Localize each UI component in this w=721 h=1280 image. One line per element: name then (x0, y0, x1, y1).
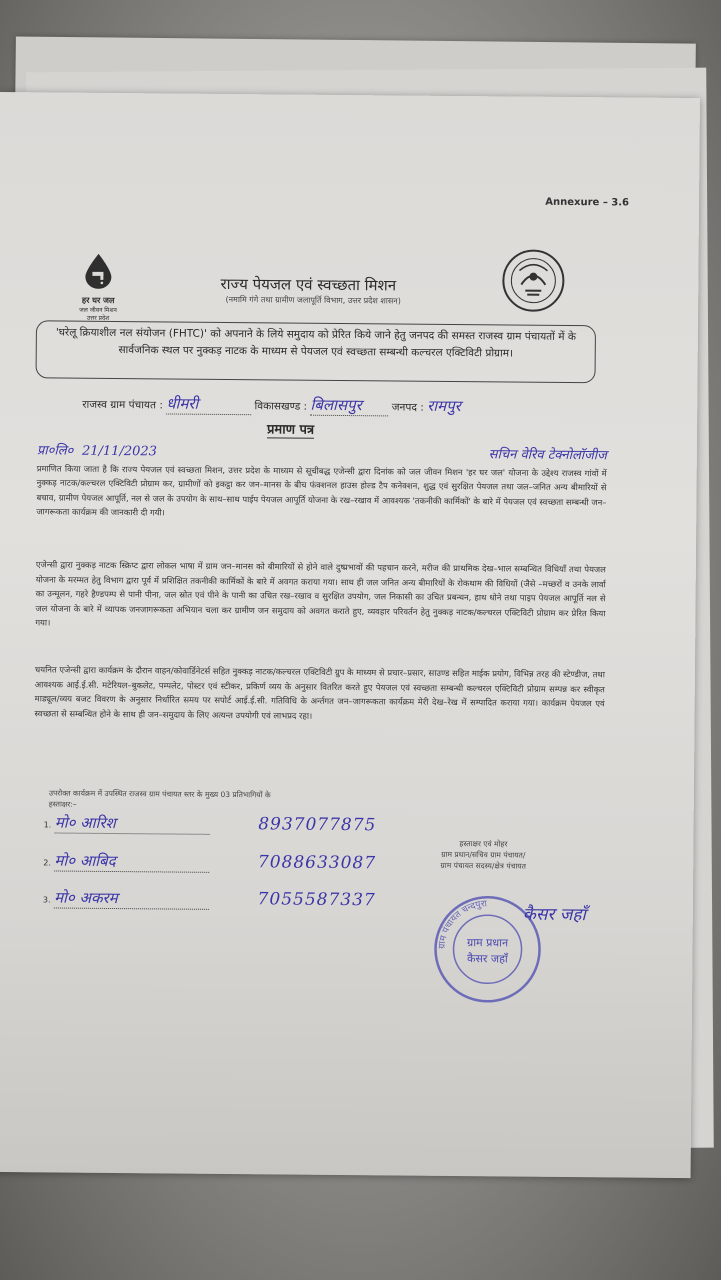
gram-panchayat-label: राजस्व ग्राम पंचायत : (82, 398, 163, 412)
pradhan-signature: कैसर जहाँ (522, 904, 586, 926)
participant-signature-line (54, 851, 209, 873)
participant-number: 1. (43, 820, 52, 830)
stamp-outer-text: ग्राम पंचायत चन्दपुरा (437, 899, 488, 950)
participant-signature-line (54, 888, 209, 910)
paragraph-1-text: प्रमाणित किया जाता है कि राज्य पेयजल एवं स्वच्छता मिशन, उत्तर प्रदेश के माध्यम से सूचीबद्ध एजेन्सी द्वारा दिनांक को जल जीवन मिशन 'हर घर जल' योजना के उद्देश्य राजस्व गांवों में नुक्कड़ नाटक/कल्चरल एक्टिविटी प्रोग्राम कर, ग्रामीणों को इकट्ठा कर जन–मानस के बीच फंक्शनल हाउस होल्ड टैप कनेक्शन, शुद्ध एवं सुरक्षित पेयजल तथा जल–जनित अन्य बीमारियों से बचाव, ग्रामीण पेयजल आपूर्ति, नल से जल के उपयोग के साथ–साथ पाईप पेयजल आपूर्ति योजना के रख–रखाव में आवश्यक 'तकनीकी कार्मिकों' के बारे में पेयजल एवं स्वच्छता सम्बन्धी जन–जागरूकता कार्यक्रम की जानकारी दी गयी। (36, 462, 607, 518)
janpad-label: जनपद : (391, 401, 424, 414)
participant-number: 2. (43, 858, 51, 868)
handwritten-date: 21/11/2023 (81, 443, 158, 460)
har-ghar-jal-logo (63, 253, 134, 323)
participant-name: मो० अकरम (54, 888, 118, 908)
mission-title: राज्य पेयजल एवं स्वच्छता मिशन (220, 274, 397, 295)
participant-phone: 8937077875 (258, 814, 377, 836)
mission-subtitle: (नमामि गंगे तथा ग्रामीण जलापूर्ति विभाग, उत्तर प्रदेश शासन) (225, 294, 401, 306)
participant-name: मो० आबिद (54, 851, 116, 871)
signature-intro-line1: उपरोक्त कार्यक्रम में उपस्थित राजस्व ग्राम पंचायत स्तर के मुख्य 03 प्रतिभागियों के (48, 788, 271, 800)
agency-line (37, 444, 607, 463)
participant-row (44, 812, 504, 837)
vikas-value: बिलासपुर (310, 395, 362, 415)
sign-label-2: ग्राम प्रधान/सचिव ग्राम पंचायत/ (441, 849, 526, 860)
certificate-page (0, 92, 700, 1178)
certificate-title-text: प्रमाण पत्र (266, 422, 315, 438)
paragraph-1 (36, 444, 607, 523)
sign-label-3: ग्राम पंचायत सदस्य/क्षेत्र पंचायत (440, 860, 526, 871)
up-state-emblem-icon (501, 248, 566, 313)
vikas-blank (310, 395, 388, 417)
participant-phone: 7055587337 (257, 889, 376, 911)
stamp-line1: ग्राम प्रधान (466, 936, 509, 950)
annexure-label: Annexure – 3.6 (545, 196, 630, 209)
logo-line3: उत्तर प्रदेश (86, 314, 110, 322)
agency-suffix: प्रा०लि० (36, 443, 74, 459)
paragraph-2-text: एजेन्सी द्वारा नुक्कड़ नाटक स्क्रिप्ट द्वारा लोकल भाषा में ग्राम जन–मानस को बीमारियों से होने वाले दुष्प्रभावों की पहचान करने, मरीज की प्राथमिक देख–भाल सम्बन्धित विधियाँ तथा पेयजल योजना के मरम्मत हेतु विभाग द्वारा पूर्व में प्रशिक्षित तकनीकी कार्मिकों के बारे में अवगत कराया गया। साथ ही जल जनित अन्य बीमारियों के रोकथाम की विधियों (जैसे –मच्छरों व उनके लार्वा का उन्मूलन, गहरे हैण्डपम्प से पानी पीना, जल स्रोत एवं पीने के पानी का उचित रख–रखाव व सुरक्षित उपयोग, जल निकासी का उचित प्रबन्धन, हाथ धोने तथा पाइप पेयजल आपूर्ति नल से जल योजना के बारे में व्यापक जनजागरूकता अभियान चला कर ग्रामीण जन समुदाय को अवगत कराते हुए, व्यवहार परिवर्तन हेतु नुक्कड़ नाटक/कल्चरल एक्टिविटी प्रोग्राम कर प्रेरित किया गया। (35, 559, 606, 628)
participant-signature-line (55, 813, 210, 835)
paragraph-3 (35, 662, 605, 725)
certificate-title (267, 419, 314, 437)
location-fields (82, 393, 642, 419)
paragraph-2 (35, 557, 606, 634)
water-drop-tap-icon (83, 253, 113, 289)
vikas-label: विकासखण्ड : (254, 400, 308, 413)
signature-authority-label (413, 838, 553, 872)
participant-name: मो० आरिश (54, 813, 116, 833)
signature-intro (49, 787, 369, 812)
participant-phone: 7088633087 (257, 852, 377, 874)
paragraph-3-text: चयनित एजेन्सी द्वारा कार्यक्रम के दौरान वाहन/कोवार्डिनेटर्स सहित नुक्कड़ नाटक/कल्चरल एक्टिविटी ग्रुप के माध्यम से प्रचार–प्रसार, साउण्ड सहित माईक प्रयोग, विभिन्न तरह की स्टेण्डीज, तथा आवश्यक आई.ई.सी. मटेरियल–बुकलेट, पम्पलेट, पोस्टर एवं स्टीकर, प्रकिर्ण व्यय के अनुसार वितरित करते हुए पेयजल एवं स्वच्छता सम्बन्धी कल्चरल एक्टिविटी प्रोग्राम सम्पन्न कर स्वीकृत माड्यूल/व्यय बजट विवरण के अनुसार निर्धारित समय पर सपोर्ट आई.ई.सी. गतिविधि के अर्न्तगत जन–जागरूकता कार्यक्रम मेरी देख–रेख में सम्पादित कराया गया। कार्यक्रम पेयजल एवं स्वच्छता से सम्बन्धित होने के साथ ही जन–समुदाय के लिए अत्यन्त उपयोगी एवं लाभप्रद रहा। (34, 664, 605, 721)
logo-line1: हर घर जल (81, 295, 115, 306)
participant-number: 3. (42, 895, 51, 905)
signature-intro-line2: हस्ताक्षर:– (48, 799, 77, 809)
gram-panchayat-blank (166, 393, 251, 415)
gram-panchayat-value: धीमरी (166, 394, 199, 413)
agency-name-handwritten: सचिन वेरिव टेक्नोलॉजीज (488, 447, 607, 464)
stamp-line2: कैसर जहाँ (467, 952, 508, 966)
janpad-value: रामपुर (427, 396, 461, 416)
logo-line2: जल जीवन मिशन (79, 306, 117, 315)
program-description-box: 'घरेलू क्रियाशील नल संयोजन (FHTC)' को अपनाने के लिये समुदाय को प्रेरित किये जाने हेतु जनपद की समस्त राजस्व ग्राम पंचायतों में के सार्वजनिक स्थल पर नुक्कड़ नाटक के माध्यम से पेयजल एवं स्वच्छता सम्बन्धी कल्चरल एक्टिविटी प्रोग्राम। (36, 320, 596, 383)
sign-label-1: हस्ताक्षर एवं मोहर (459, 839, 508, 849)
